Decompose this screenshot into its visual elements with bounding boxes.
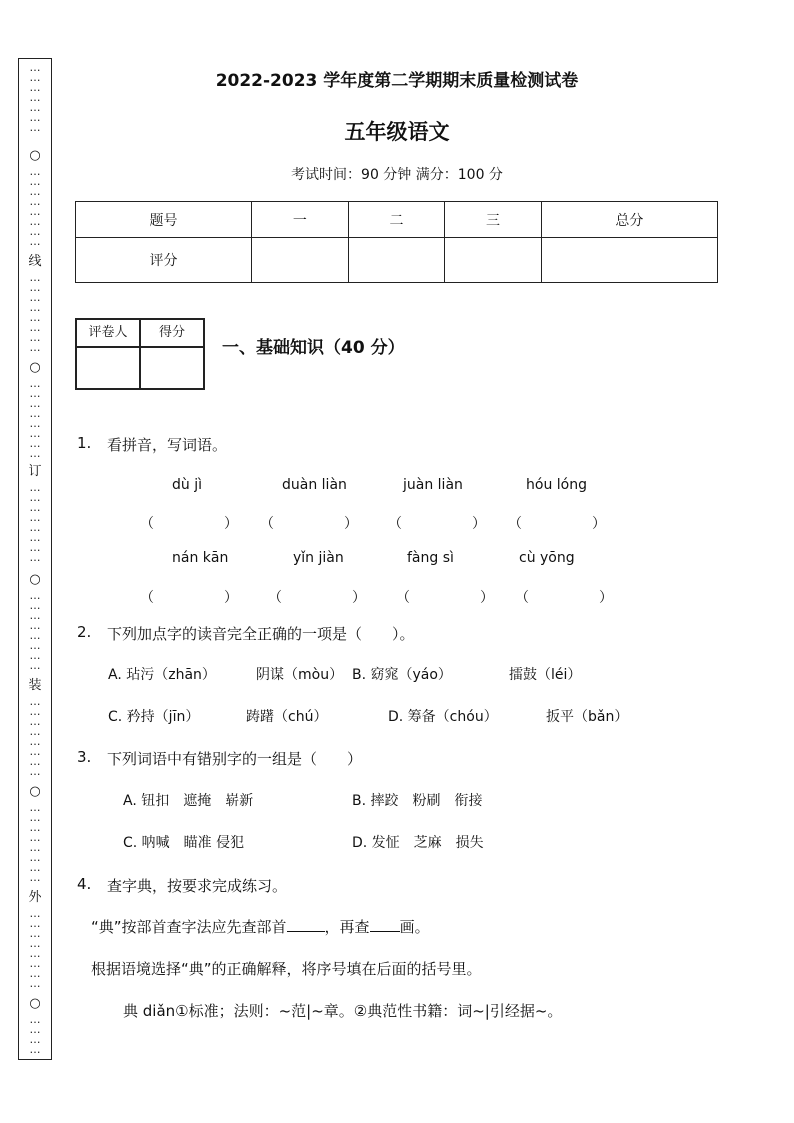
stroke-blank[interactable] (370, 917, 400, 932)
pinyin-item: hóu lóng (526, 477, 587, 493)
binding-dots: … … … … … … … … (29, 695, 41, 778)
binding-margin (18, 58, 52, 1060)
binding-dots: … … … … … … … … (29, 377, 41, 460)
binding-circle: ○ (29, 360, 41, 375)
binding-dots: … … … … … … … … (29, 481, 41, 564)
score-row-label: 评分 (76, 238, 252, 283)
answer-blank[interactable]: （ ） (260, 516, 358, 532)
question-number: 3. (77, 748, 92, 766)
grader-header-cell: 评卷人 (76, 319, 140, 347)
binding-circle: ○ (29, 996, 41, 1011)
score-header-cell: 二 (348, 202, 445, 238)
score-header-cell: 题号 (76, 202, 252, 238)
option-item[interactable]: B. 窈窕（yáo） (352, 667, 452, 683)
question-number: 2. (77, 623, 92, 641)
score-input-cell[interactable] (445, 238, 542, 283)
binding-dots: … … … … (29, 1013, 41, 1056)
exam-title: 2022-2023 学年度第二学期期末质量检测试卷 (215, 71, 579, 91)
option-item[interactable]: D. 发怔 芝麻 损失 (352, 835, 484, 851)
answer-blank[interactable]: （ ） (396, 590, 494, 606)
binding-label-outer: 外 (28, 890, 42, 905)
pinyin-item: fàng sì (407, 550, 454, 566)
binding-dots: … … … … … … … … (29, 801, 41, 884)
grader-table (75, 318, 205, 390)
option-item: 踌躇（chú） (246, 709, 328, 725)
binding-dots: … … … … … … … … (29, 907, 41, 990)
binding-label-bind: 订 (28, 464, 42, 479)
pinyin-item: dù jì (172, 477, 202, 493)
binding-label-assemble: 装 (28, 678, 42, 693)
option-item[interactable]: B. 摔跤 粉刷 衔接 (352, 793, 483, 809)
score-header-cell: 总分 (541, 202, 717, 238)
radical-lookup-text: 画。 (399, 918, 430, 936)
grader-input-cell[interactable] (140, 347, 204, 389)
binding-dots: … … … … … … … … (29, 589, 41, 672)
score-header-cell: 一 (252, 202, 349, 238)
section-title: 一、基础知识（40 分） (222, 338, 405, 358)
answer-blank[interactable]: （ ） (388, 516, 486, 532)
grader-header-cell: 得分 (140, 319, 204, 347)
score-input-cell[interactable] (252, 238, 349, 283)
pinyin-item: nán kān (172, 550, 229, 566)
pinyin-item: duàn liàn (282, 477, 347, 493)
grader-input-cell[interactable] (76, 347, 140, 389)
answer-blank[interactable]: （ ） (268, 590, 366, 606)
option-item[interactable]: C. 矜持（jīn） (108, 709, 200, 725)
score-header-cell: 三 (445, 202, 542, 238)
exam-subtitle: 五年级语文 (344, 120, 450, 144)
score-input-cell[interactable] (541, 238, 717, 283)
binding-dots: … … … … … … … … (29, 165, 41, 248)
answer-blank[interactable]: （ ） (140, 590, 238, 606)
option-item[interactable]: D. 筹备（chóu） (388, 709, 498, 725)
binding-circle: ○ (29, 148, 41, 163)
pinyin-item: cù yōng (519, 550, 575, 566)
score-table (75, 201, 718, 283)
option-item: 扳平（bǎn） (546, 709, 629, 725)
instruction-text: 根据语境选择“典”的正确解释，将序号填在后面的括号里。 (91, 960, 482, 978)
pinyin-item: juàn liàn (403, 477, 463, 493)
option-item[interactable]: A. 玷污（zhān） (108, 667, 216, 683)
option-item[interactable]: A. 钮扣 遮掩 崭新 (123, 793, 254, 809)
answer-blank[interactable]: （ ） (508, 516, 606, 532)
binding-dots: … … … … … … … … (29, 271, 41, 354)
binding-label-line: 线 (28, 254, 42, 269)
question-text: 下列词语中有错别字的一组是（ ） (107, 750, 363, 768)
question-number: 1. (77, 434, 92, 452)
score-input-cell[interactable] (348, 238, 445, 283)
binding-circle: ○ (29, 572, 41, 587)
radical-lookup-text: ，再查 (324, 918, 370, 936)
radical-lookup-line (91, 916, 430, 937)
question-number: 4. (77, 875, 92, 893)
radical-blank[interactable] (287, 917, 325, 932)
option-item: 擂鼓（léi） (509, 667, 582, 683)
question-text: 查字典，按要求完成练习。 (107, 877, 288, 895)
dictionary-entry: 典 diǎn①标准；法则：~范|~章。②典范性书籍：词~|引经据~。 (123, 1002, 563, 1020)
option-item[interactable]: C. 呐喊 瞄准 侵犯 (123, 835, 245, 851)
option-item: 阴谋（mòu） (256, 667, 344, 683)
binding-dots: … … … … … … … (29, 61, 41, 134)
binding-circle: ○ (29, 784, 41, 799)
answer-blank[interactable]: （ ） (140, 516, 238, 532)
question-text: 看拼音，写词语。 (107, 436, 228, 454)
answer-blank[interactable]: （ ） (515, 590, 613, 606)
exam-info: 考试时间：90 分钟 满分：100 分 (291, 167, 503, 183)
pinyin-item: yǐn jiàn (293, 550, 344, 566)
question-text: 下列加点字的读音完全正确的一项是（ ）。 (107, 625, 415, 643)
radical-lookup-text: “典”按部首查字法应先查部首 (91, 918, 287, 936)
